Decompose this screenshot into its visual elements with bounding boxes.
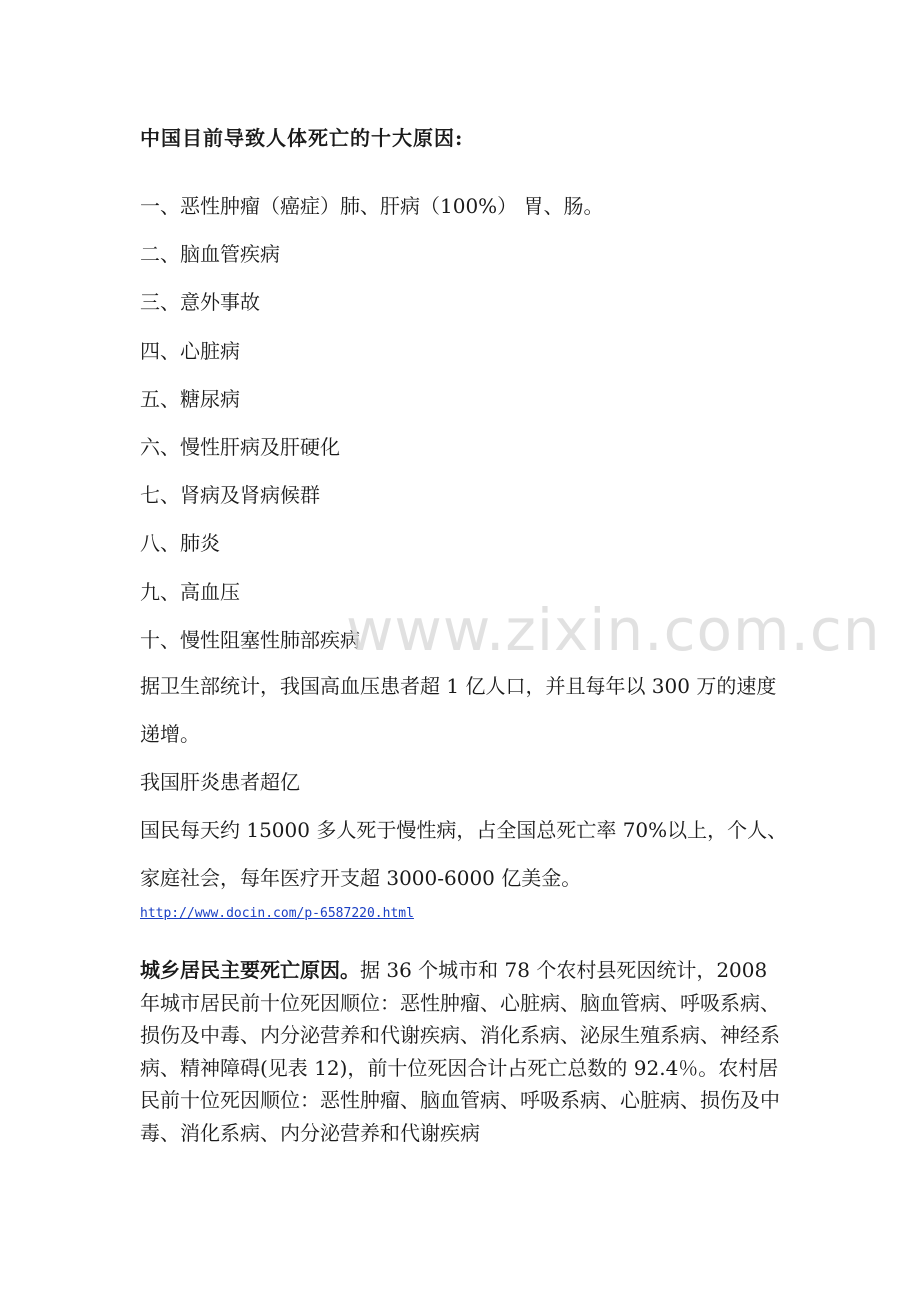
cause-item-4: 四、心脏病 bbox=[140, 338, 240, 363]
urban-rural-heading: 城乡居民主要死亡原因。 bbox=[140, 958, 360, 982]
hepatitis-paragraph: 我国肝炎患者超亿 bbox=[140, 770, 300, 794]
cause-item-2: 二、脑血管疾病 bbox=[140, 242, 280, 267]
cause-item-8: 八、肺炎 bbox=[140, 531, 220, 556]
cause-item-6: 六、慢性肝病及肝硬化 bbox=[140, 434, 340, 459]
urban-rural-paragraph bbox=[140, 954, 792, 1149]
cause-item-5: 五、糖尿病 bbox=[140, 386, 240, 411]
death-causes-list bbox=[140, 192, 604, 674]
document-title: 中国目前导致人体死亡的十大原因: bbox=[140, 126, 464, 150]
source-link[interactable]: http://www.docin.com/p-6587220.html bbox=[140, 906, 414, 921]
urban-rural-text: 据 36 个城市和 78 个农村县死因统计，2008 年城市居民前十位死因顺位：恶性肿瘤、心脏病、脑血管病、呼吸系病、损伤及中毒、内分泌营养和代谢疾病、消化系病、泌尿生殖系病、神经系病、精神障碍(见表 12)，前十位死因合计占死亡总数的 92.4％。农村居民前十位死因顺位：恶性肿瘤、脑血管病、呼吸系病、心脏病、损伤及中毒、消化系病、内分泌营养和代谢疾病 bbox=[140, 958, 780, 1145]
watermark: www.zixin.com.cn bbox=[346, 596, 881, 664]
cause-item-10: 十、慢性阻塞性肺部疾病 bbox=[140, 627, 360, 652]
chronic-disease-paragraph: 国民每天约 15000 多人死于慢性病，占全国总死亡率 70%以上，个人、家庭社会，每年医疗开支超 3000-6000 亿美金。 bbox=[140, 818, 788, 890]
hypertension-paragraph: 据卫生部统计，我国高血压患者超 1 亿人口，并且每年以 300 万的速度递增。 bbox=[140, 674, 777, 746]
cause-item-7: 七、肾病及肾病候群 bbox=[140, 483, 320, 508]
cause-item-9: 九、高血压 bbox=[140, 579, 240, 604]
cause-item-3: 三、意外事故 bbox=[140, 290, 260, 315]
cause-item-1: 一、恶性肿瘤（癌症）肺、肝病（100%） 胃、肠。 bbox=[140, 194, 604, 218]
